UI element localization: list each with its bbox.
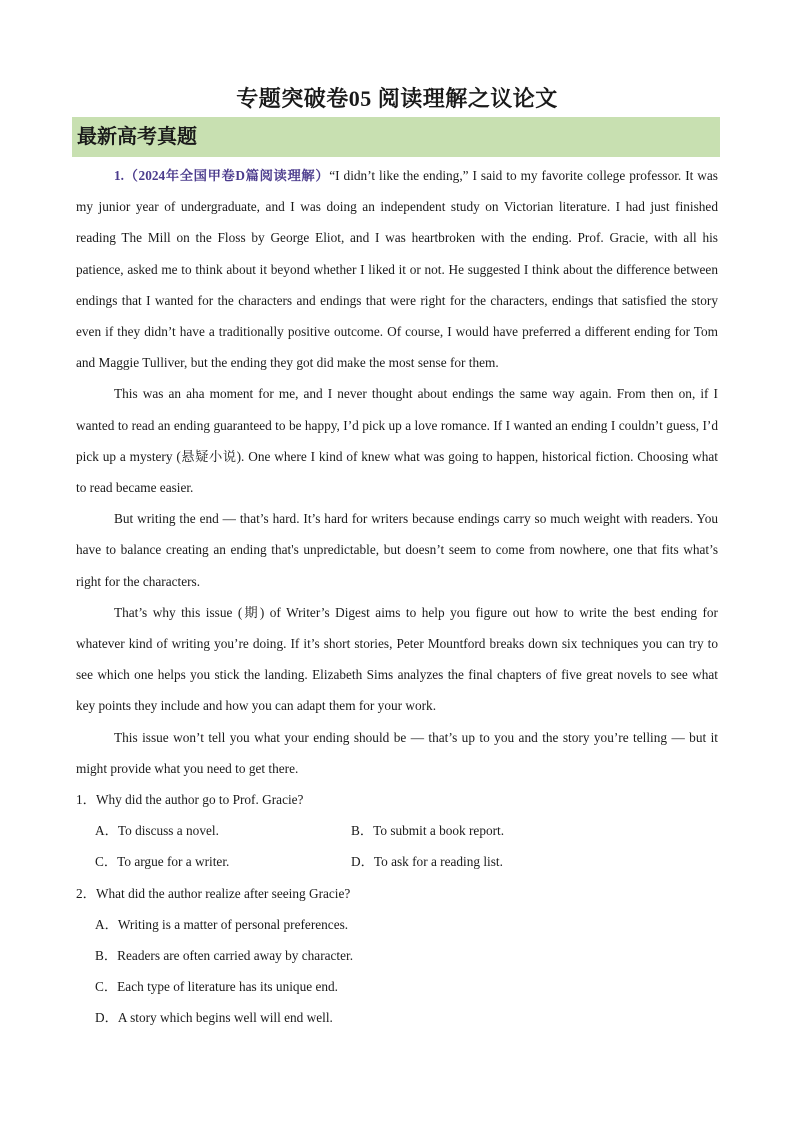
question-2-option-b: B．Readers are often carried away by character. (95, 948, 354, 964)
passage-paragraph-2: This was an aha moment for me, and I never thought about endings the same way again. From then on, if I wanted to read an ending guaranteed to be happy, I’d pick up a love romance. If I wanted an ending I couldn’t guess, I’d pick up a mystery (悬疑小说). One where I kind of knew what was going to happen, historical fiction. Choosing what to read became easier. (76, 386, 718, 496)
passage-paragraph-4: That’s why this issue (期) of Writer’s Digest aims to help you figure out how to write the best ending for whatever kind of writing you’re doing. If it’s short stories, Peter Mountford breaks down six techniques you can try to see which one helps you stick the landing. Elizabeth Sims analyzes the final chapters of five great novels to see what key points they include and how you can adapt them for your work. (76, 604, 718, 714)
question-1-option-c: C．To argue for a writer. (95, 854, 230, 870)
question-2-option-d: D．A story which begins well will end well. (95, 1010, 333, 1026)
paragraph-text: “I didn’t like the ending,” I said to my favorite college professor. It was my junior year of undergraduate, and I was doing an independent study on Victorian literature. I had just finished reading The Mill on the Floss by George Eliot, and I was heartbroken with the ending. Prof. Gracie, with all his patience, asked me to think about it beyond whether I liked it or not. He suggested I think about the difference between endings that I wanted for the characters and endings that were right for the characters, endings that satisfied the story even if they didn’t have a traditionally positive outcome. Of course, I would have preferred a different ending for Tom and Maggie Tulliver, but the ending they got did make the most sense for them. (76, 168, 718, 371)
page-title: 专题突破卷05 阅读理解之议论文 (236, 86, 558, 111)
question-1-option-b: B．To submit a book report. (351, 823, 505, 839)
question-2-option-c: C．Each type of literature has its unique end. (95, 979, 338, 995)
question-1-option-a: A．To discuss a novel. (95, 823, 219, 839)
passage-paragraph-3: But writing the end — that’s hard. It’s hard for writers because endings carry so much weight with readers. You have to balance creating an ending that's unpredictable, but doesn’t seem to come from nowhere, one that fits what’s right for the characters. (76, 511, 718, 589)
passage (76, 160, 718, 1034)
source-tag: 1.（2024年全国甲卷D篇阅读理解） (114, 168, 330, 183)
question-1-stem: 1．Why did the author go to Prof. Gracie? (76, 792, 304, 808)
section-heading: 最新高考真题 (72, 117, 720, 157)
question-2-options (76, 909, 718, 1034)
question-2-stem: 2．What did the author realize after seeing Gracie? (76, 885, 351, 901)
question-1-options (76, 815, 718, 877)
passage-paragraph-1 (76, 160, 718, 378)
passage-paragraph-5: This issue won’t tell you what your ending should be — that’s up to you and the story you’re telling — but it might provide what you need to get there. (76, 729, 718, 776)
question-2-option-a: A．Writing is a matter of personal preferences. (95, 916, 349, 932)
question-1-option-d: D．To ask for a reading list. (351, 854, 503, 870)
